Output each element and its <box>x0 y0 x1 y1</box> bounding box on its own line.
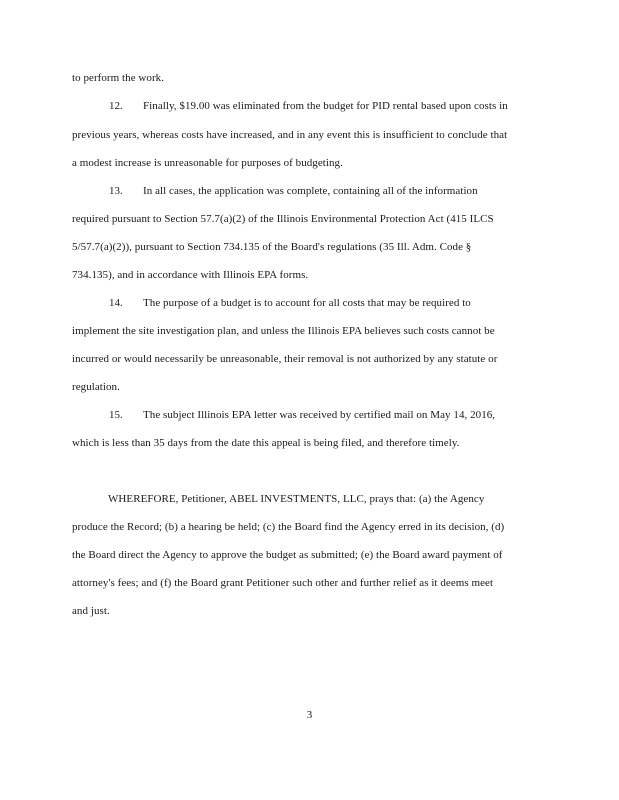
paragraph-12-number: 12. <box>109 100 123 112</box>
paragraph-15-line-2: which is less than 35 days from the date this appeal is being filed, and therefore timely. <box>72 437 460 449</box>
paragraph-14-line-2: implement the site investigation plan, and unless the Illinois EPA believes such costs cannot be <box>72 325 495 337</box>
paragraph-12-line-1: Finally, $19.00 was eliminated from the budget for PID rental based upon costs in <box>143 100 508 112</box>
paragraph-13-line-1: In all cases, the application was complete, containing all of the information <box>143 185 478 197</box>
paragraph-13-line-2: required pursuant to Section 57.7(a)(2) of the Illinois Environmental Protection Act (415 ILCS <box>72 213 494 225</box>
page-number: 3 <box>306 709 313 721</box>
wherefore-line-5: and just. <box>72 605 110 617</box>
wherefore-line-3: the Board direct the Agency to approve the budget as submitted; (e) the Board award payment of <box>72 549 503 561</box>
paragraph-13-line-4: 734.135), and in accordance with Illinois EPA forms. <box>72 269 309 281</box>
paragraph-11-tail: to perform the work. <box>72 72 165 84</box>
paragraph-15-number: 15. <box>109 409 123 421</box>
paragraph-13-line-3: 5/57.7(a)(2)), pursuant to Section 734.135 of the Board's regulations (35 Ill. Adm. Code § <box>72 241 472 253</box>
wherefore-line-1: WHEREFORE, Petitioner, ABEL INVESTMENTS, LLC, prays that: (a) the Agency <box>108 493 485 505</box>
paragraph-13-number: 13. <box>109 185 123 197</box>
wherefore-line-4: attorney's fees; and (f) the Board grant Petitioner such other and further relief as it deems meet <box>72 577 494 589</box>
paragraph-14-line-1: The purpose of a budget is to account for all costs that may be required to <box>143 297 471 309</box>
paragraph-14-number: 14. <box>109 297 123 309</box>
wherefore-line-2: produce the Record; (b) a hearing be held; (c) the Board find the Agency erred in its decision, (d) <box>72 521 505 533</box>
paragraph-12-line-2: previous years, whereas costs have increased, and in any event this is insufficient to conclude that <box>72 129 508 141</box>
paragraph-14-line-4: regulation. <box>72 381 120 393</box>
paragraph-14-line-3: incurred or would necessarily be unreasonable, their removal is not authorized by any statute or <box>72 353 498 365</box>
paragraph-12-line-3: a modest increase is unreasonable for purposes of budgeting. <box>72 157 343 169</box>
paragraph-15-line-1: The subject Illinois EPA letter was received by certified mail on May 14, 2016, <box>143 409 496 421</box>
